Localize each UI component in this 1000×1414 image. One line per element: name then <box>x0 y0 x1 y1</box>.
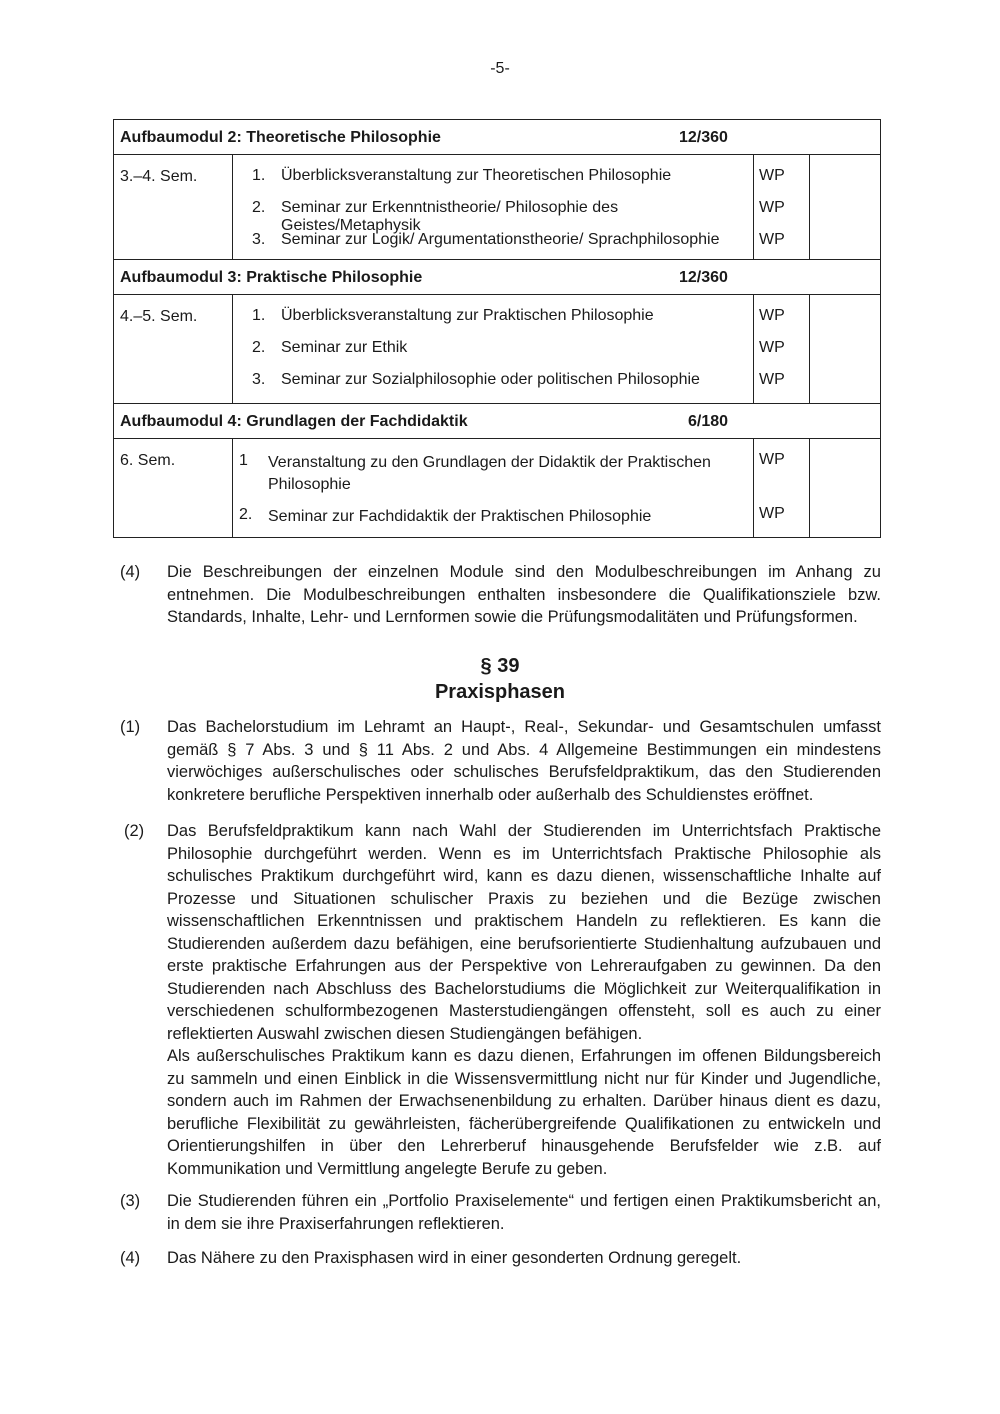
module-title: Aufbaumodul 2: Theoretische Philosophie <box>120 129 441 146</box>
type-cell <box>754 155 810 260</box>
type-value: WP <box>759 505 785 522</box>
module-body-row <box>114 155 881 260</box>
semester-cell: 3.–4. Sem. <box>114 155 233 260</box>
module-credits: 6/180 <box>688 413 729 430</box>
paragraph-label: (2) <box>124 822 145 840</box>
module-header-row <box>114 260 881 295</box>
paragraph-label: (4) <box>120 563 141 581</box>
paragraph-2 <box>120 820 881 1180</box>
page-number: -5- <box>490 60 510 77</box>
semester-cell: 6. Sem. <box>114 439 233 538</box>
paragraph-text: Die Beschreibungen der einzelnen Module sind den Modulbeschreibungen im Anhang zu entnehmen. Die Modulbeschreibungen enthalten insbesondere die Qualifikationsziele bzw. Standards, Inhalte, Lehr- und Lernformen sowie die Prüfungsmodalitäten und Prüfungsformen. <box>167 563 881 626</box>
module-title: Aufbaumodul 4: Grundlagen der Fachdidaktik <box>120 413 468 430</box>
paragraph-label: (3) <box>120 1192 141 1210</box>
paragraph-text: Das Berufsfeldpraktikum kann nach Wahl der Studierenden im Unterrichtsfach Praktische Philosophie durchgeführt werden. Wenn es im Unterrichtsfach Praktische Philosophie als schulisches Praktikum durchgeführt wird, kann es dazu dienen, wissenschaftliche Inhalte auf Prozesse und Situationen schulischer Praxis zu beziehen und die Bezüge zwischen wissenschaftlichen Erkenntnissen und praktischem Handeln zu reflektieren. Es kann die Studierenden außerdem dazu befähigen, eine berufsorientierte Studienhaltung aufzubauen und erste praktische Erfahrungen aus der Perspektive von Lehreraufgaben zu gewinnen. Da den Studierenden nach Abschluss des Bachelorstudiums die Möglichkeit zur Weiterqualifikation in verschiedenen schulformbezogenen Masterstudiengängen offensteht, soll es auch zu einer reflektierten Auswahl zwischen diesen Studiengängen befähigen. <box>167 822 881 1043</box>
semester-cell: 4.–5. Sem. <box>114 295 233 404</box>
type-value: WP <box>759 371 785 388</box>
paragraph-label: (1) <box>120 718 141 736</box>
paragraph-text: Das Bachelorstudium im Lehramt an Haupt-, Real-, Sekundar- und Gesamtschulen umfasst gemäß § 7 Abs. 3 und § 11 Abs. 2 und Abs. 4 Allgemeine Bestimmungen ein mindestens vierwöchiges außerschulisches oder schulisches Berufsfeldpraktikum, das den Studierenden konkretere berufliche Perspektiven innerhalb oder außerhalb des Schuldienstes eröffnet. <box>167 718 881 804</box>
type-cell <box>754 439 810 538</box>
module-table <box>113 119 881 538</box>
paragraph-text-continued: Als außerschulisches Praktikum kann es dazu dienen, Erfahrungen im offenen Bildungsbereich zu sammeln und einen Einblick in die Wissensvermittlung nicht nur für Kinder und Jugendliche, sondern auch im Rahmen der Erwachsenenbildung zu erhalten. Darüber hinaus dient es dazu, berufliche Flexibilität zu gewährleisten, fächerübergreifende Qualifikationen zu entwickeln und Orientierungshilfen in über den Lehrerberuf hinausgehende Berufsfelder wie z.B. auf Kommunikation und Vermittlung angelegte Berufe zu geben. <box>167 1047 881 1178</box>
module-body-row <box>114 439 881 538</box>
list-item: 1. Überblicksveranstaltung zur Praktischen Philosophie <box>252 307 654 324</box>
list-item: 1 Veranstaltung zu den Grundlagen der Didaktik der Praktischen Philosophie <box>239 452 711 493</box>
module-header-row <box>114 120 881 155</box>
type-value: WP <box>759 231 785 248</box>
paragraph-1 <box>120 716 881 806</box>
type-value: WP <box>759 167 785 184</box>
section-number: § 39 <box>480 655 520 677</box>
paragraph-4-modules <box>120 561 881 629</box>
paragraph-4-praxis <box>120 1247 881 1270</box>
paragraph-text: Das Nähere zu den Praxisphasen wird in einer gesonderten Ordnung geregelt. <box>167 1249 742 1267</box>
paragraph-text: Die Studierenden führen ein „Portfolio Praxiselemente“ und fertigen einen Praktikumsbericht an, in dem sie ihre Praxiserfahrungen reflektieren. <box>167 1192 881 1233</box>
empty-cell <box>810 295 881 404</box>
list-item: 1. Überblicksveranstaltung zur Theoretischen Philosophie <box>252 167 672 184</box>
type-value: WP <box>759 339 785 356</box>
list-item: 2. Seminar zur Erkenntnistheorie/ Philosophie des Geistes/Metaphysik <box>252 199 619 234</box>
paragraph-label: (4) <box>120 1249 141 1267</box>
empty-cell <box>810 155 881 260</box>
module-title: Aufbaumodul 3: Praktische Philosophie <box>120 269 423 286</box>
module-credits: 12/360 <box>679 269 728 286</box>
type-value: WP <box>759 199 785 216</box>
section-title: Praxisphasen <box>434 681 566 703</box>
list-item: 2. Seminar zur Fachdidaktik der Praktischen Philosophie <box>239 506 652 525</box>
list-item: 3. Seminar zur Logik/ Argumentationstheorie/ Sprachphilosophie <box>252 231 720 248</box>
paragraph-3 <box>120 1190 881 1235</box>
type-cell <box>754 295 810 404</box>
list-item: 3. Seminar zur Sozialphilosophie oder politischen Philosophie <box>252 371 700 388</box>
type-value: WP <box>759 451 785 468</box>
list-item: 2. Seminar zur Ethik <box>252 339 408 356</box>
module-header-row <box>114 404 881 439</box>
module-credits: 12/360 <box>679 129 728 146</box>
empty-cell <box>810 439 881 538</box>
module-body-row <box>114 295 881 404</box>
type-value: WP <box>759 307 785 324</box>
